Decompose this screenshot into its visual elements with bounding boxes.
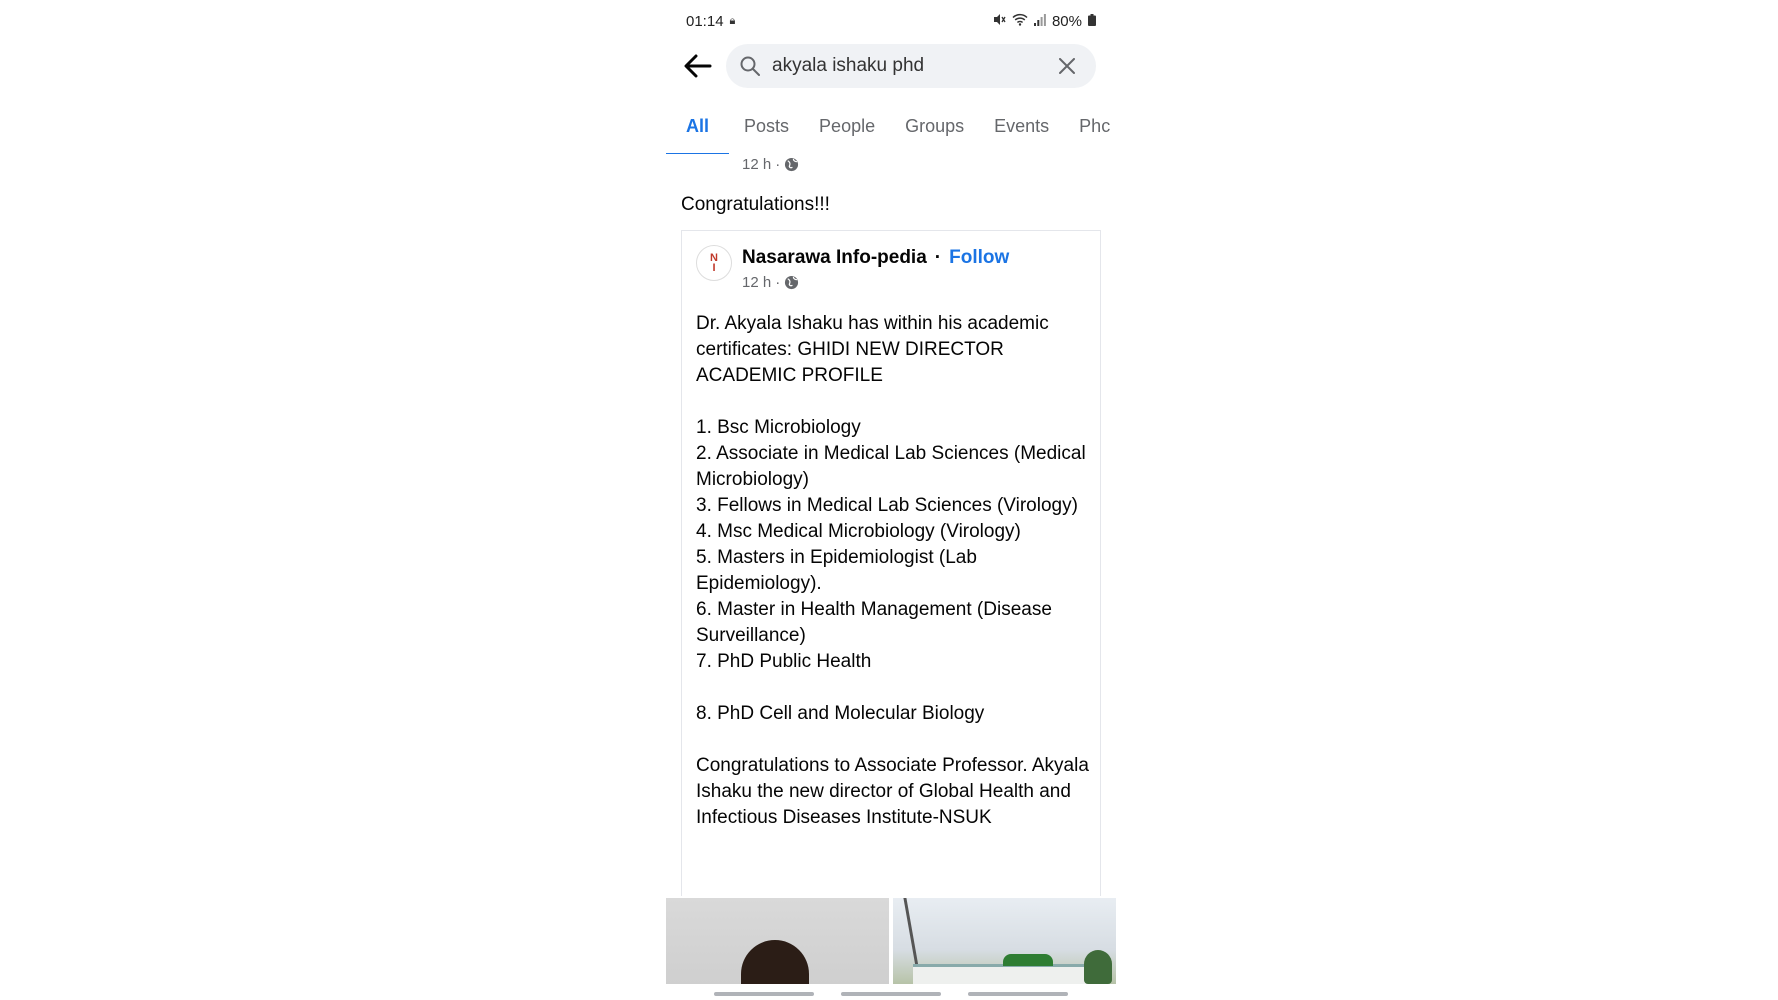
clear-search-button[interactable] bbox=[1056, 55, 1078, 77]
battery-percent: 80% bbox=[1051, 12, 1082, 30]
search-header bbox=[666, 42, 1116, 92]
list-item: 2. Associate in Medical Lab Sciences (Medical Microbiology) bbox=[696, 443, 1086, 490]
post-text: Congratulations!!! bbox=[681, 194, 830, 215]
page-name-row bbox=[742, 247, 1009, 269]
meta-dot: · bbox=[775, 156, 781, 173]
list-item: 6. Master in Health Management (Disease Surveillance) bbox=[696, 599, 1052, 646]
close-icon bbox=[1059, 58, 1075, 74]
post-photo-building[interactable] bbox=[893, 898, 1116, 984]
image-carousel-indicators bbox=[666, 992, 1116, 996]
mobile-screen bbox=[666, 0, 1116, 1000]
list-item: 4. Msc Medical Microbiology (Virology) bbox=[696, 521, 1021, 542]
tab-people[interactable]: People bbox=[819, 116, 876, 136]
list-item: 3. Fellows in Medical Lab Sciences (Virology) bbox=[696, 495, 1078, 516]
tab-events[interactable]: Events bbox=[994, 116, 1050, 136]
search-icon bbox=[740, 55, 762, 77]
search-filter-tabs bbox=[666, 104, 1116, 154]
lock-icon: 🔒︎ bbox=[729, 14, 736, 27]
tab-groups[interactable]: Groups bbox=[905, 116, 965, 136]
globe-icon bbox=[784, 157, 799, 172]
tab-photos[interactable]: Phc bbox=[1079, 116, 1111, 136]
shared-post-card[interactable] bbox=[681, 230, 1101, 896]
search-input[interactable] bbox=[770, 54, 1044, 78]
globe-icon bbox=[784, 275, 799, 290]
search-bar[interactable] bbox=[726, 44, 1096, 88]
arrow-left-icon bbox=[684, 54, 712, 78]
post-photo-portrait[interactable] bbox=[666, 898, 889, 984]
shared-post-time: 12 h bbox=[742, 274, 772, 291]
signal-icon bbox=[1034, 14, 1046, 29]
post-intro: Dr. Akyala Ishaku has within his academic certificates: GHIDI NEW DIRECTOR ACADEMIC PROFILE bbox=[696, 313, 1049, 386]
mute-icon bbox=[993, 13, 1006, 29]
page-name[interactable]: Nasarawa Info-pedia bbox=[742, 247, 927, 268]
tab-all[interactable]: All bbox=[666, 104, 729, 154]
status-left bbox=[686, 13, 735, 30]
meta-dot: · bbox=[775, 274, 781, 291]
shared-post-body bbox=[696, 311, 1092, 831]
battery-icon bbox=[1088, 13, 1096, 30]
list-item: 5. Masters in Epidemiologist (Lab Epidemiology). bbox=[696, 547, 977, 594]
status-time: 01:14 bbox=[686, 12, 724, 30]
post-images bbox=[666, 898, 1116, 984]
post-time: 12 h bbox=[742, 156, 772, 173]
tab-posts[interactable]: Posts bbox=[744, 116, 790, 136]
shared-post-meta bbox=[742, 274, 799, 291]
page-logo-icon: N I bbox=[710, 252, 718, 274]
post-meta bbox=[742, 156, 799, 173]
separator-dot: · bbox=[934, 247, 942, 268]
follow-button[interactable]: Follow bbox=[949, 247, 1010, 268]
list-item: 1. Bsc Microbiology bbox=[696, 417, 861, 438]
page-avatar[interactable] bbox=[696, 245, 732, 281]
list-item: 7. PhD Public Health bbox=[696, 651, 872, 672]
post-closing: Congratulations to Associate Professor. Akyala Ishaku the new director of Global Health and Infectious Diseases Institute-NSUK bbox=[696, 755, 1089, 828]
wifi-icon bbox=[1012, 13, 1028, 29]
list-item: 8. PhD Cell and Molecular Biology bbox=[696, 703, 985, 724]
status-bar bbox=[686, 10, 1096, 32]
back-button[interactable] bbox=[680, 48, 716, 84]
status-right bbox=[993, 13, 1096, 30]
